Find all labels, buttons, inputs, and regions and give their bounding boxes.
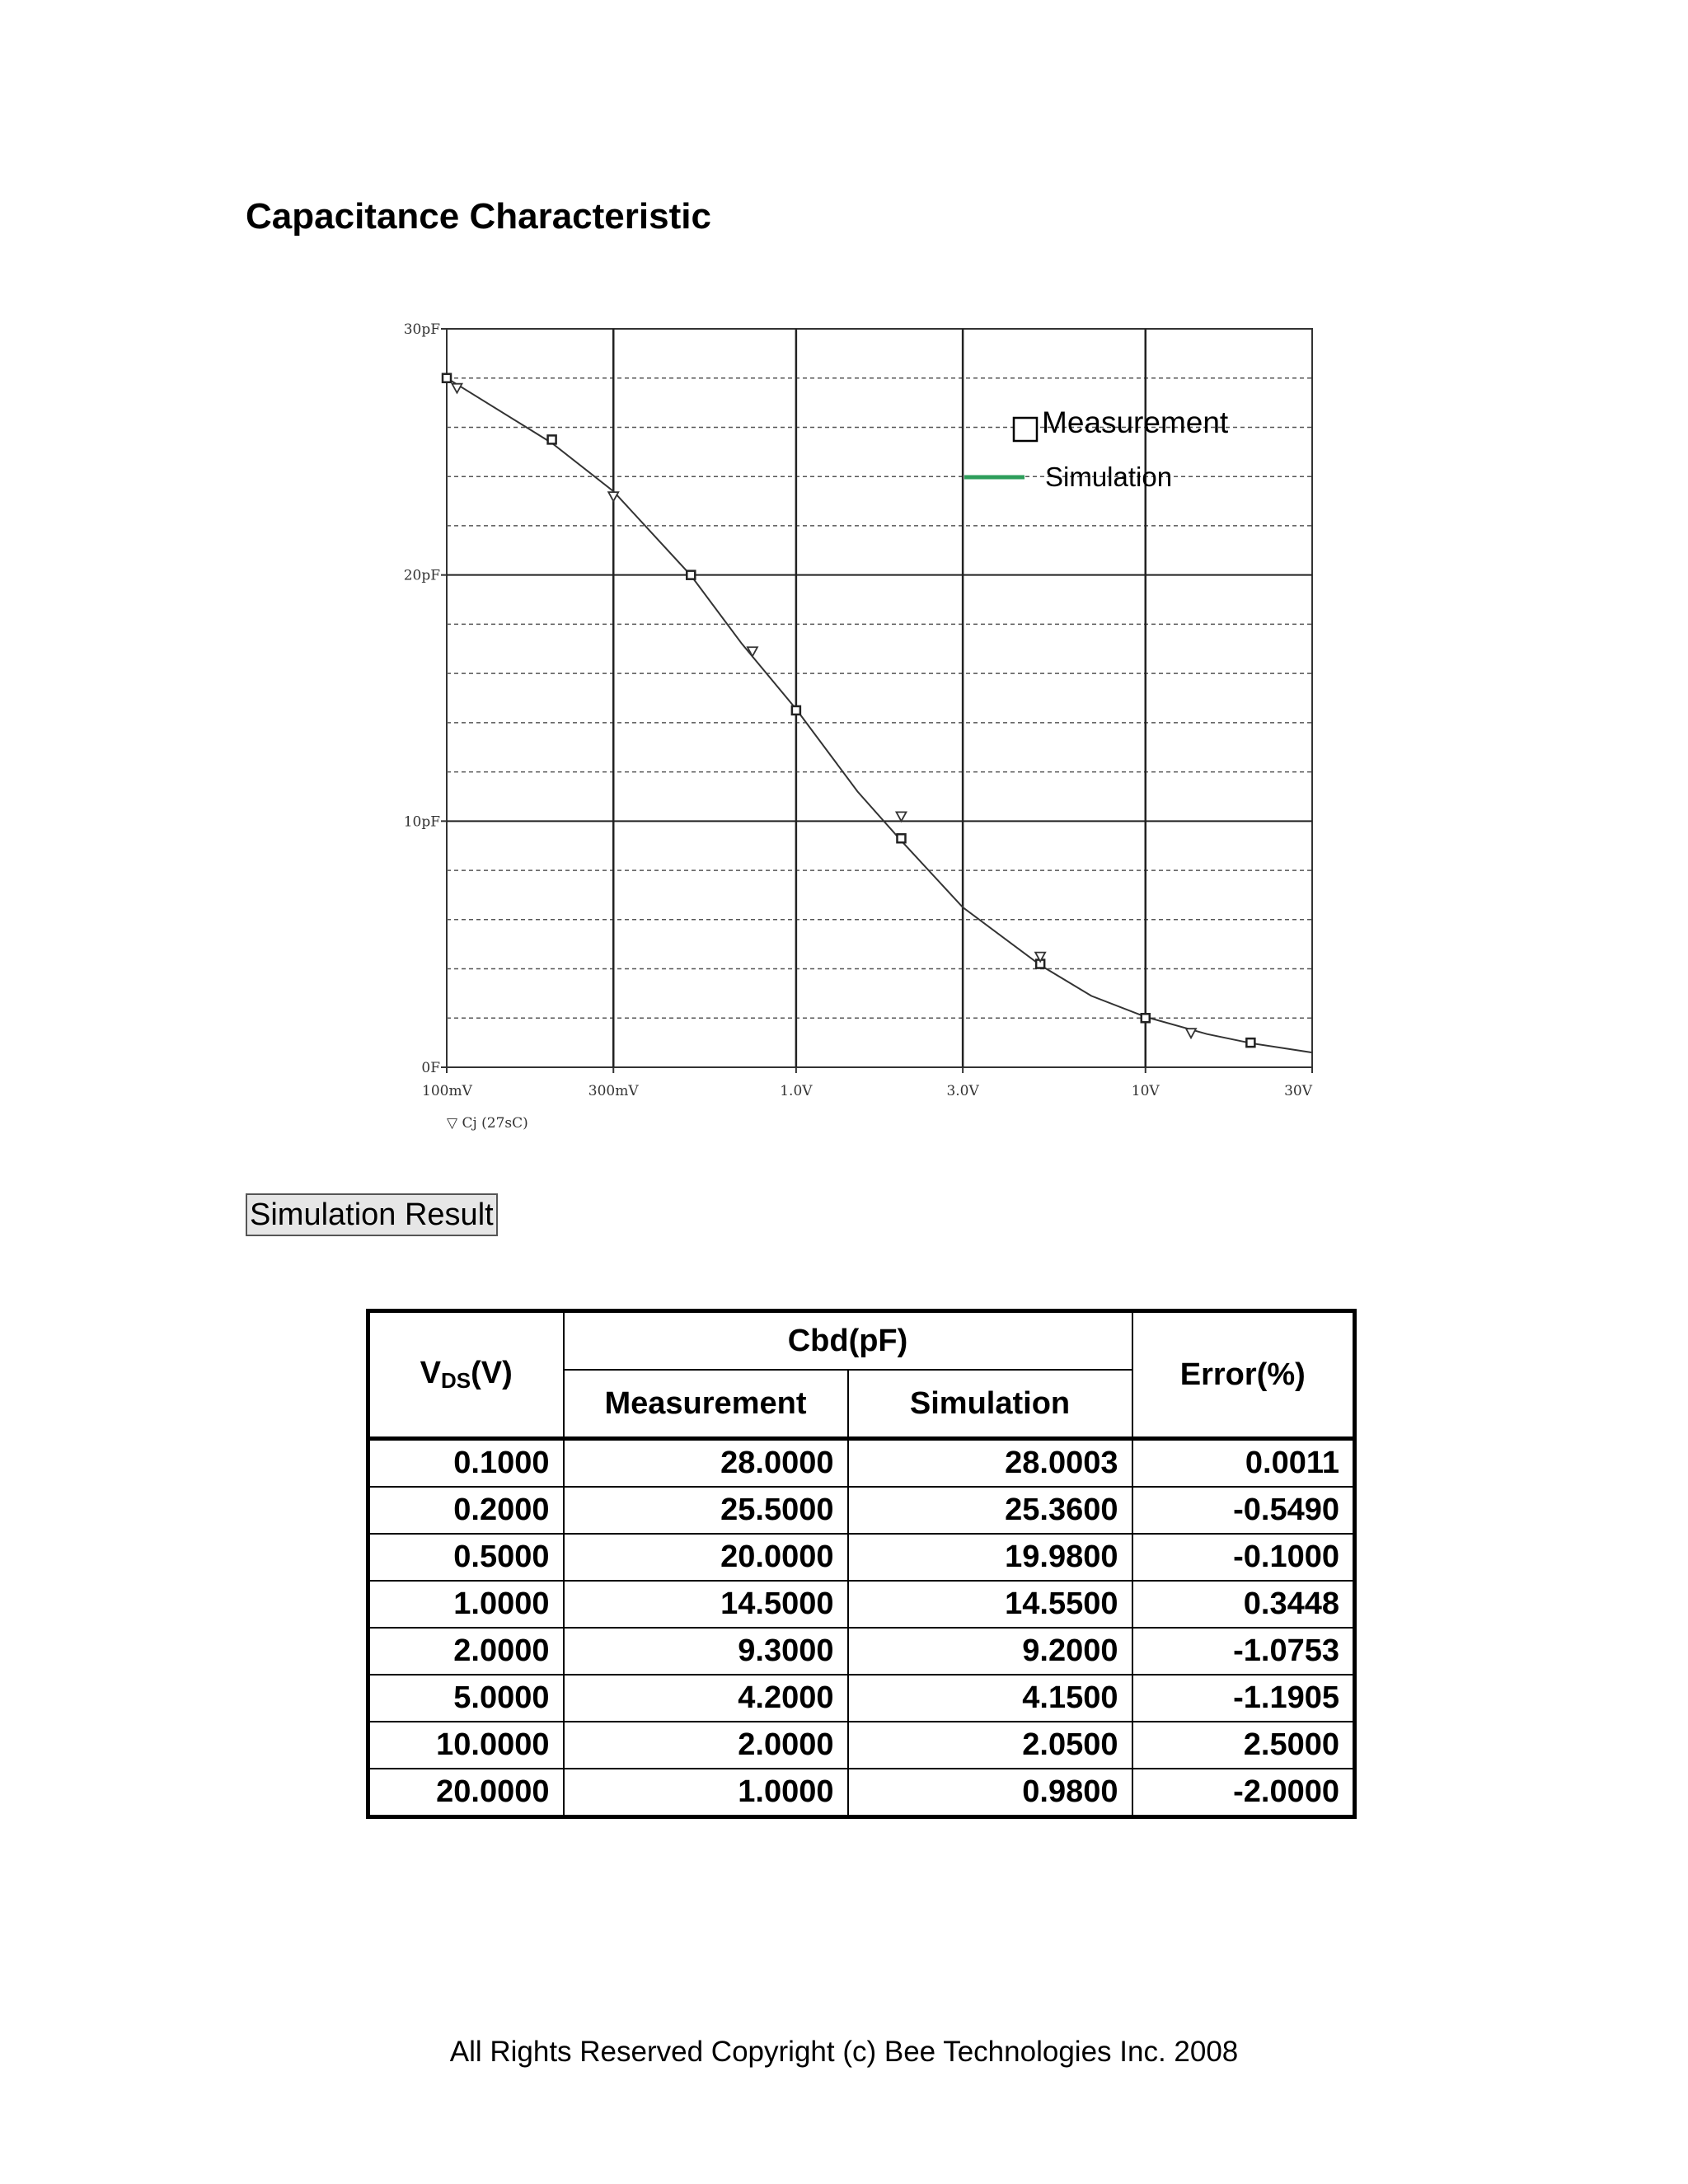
- simulation-cell: 0.9800: [848, 1769, 1132, 1817]
- vds-cell: 5.0000: [368, 1675, 564, 1722]
- measurement-header: Measurement: [564, 1370, 848, 1439]
- y-tick-label: 30pF: [403, 321, 440, 338]
- table-row: [368, 1628, 1355, 1675]
- measurement-point: [897, 834, 905, 842]
- error-cell: 0.3448: [1132, 1581, 1355, 1628]
- simulation-cell: 19.9800: [848, 1534, 1132, 1581]
- x-tick-label: 1.0V: [780, 1083, 813, 1099]
- error-cell: -0.5490: [1132, 1487, 1355, 1534]
- simulation-cell: 2.0500: [848, 1722, 1132, 1769]
- vds-cell: 20.0000: [368, 1769, 564, 1817]
- measurement-cell: 14.5000: [564, 1581, 848, 1628]
- simulation-cell: 9.2000: [848, 1628, 1132, 1675]
- table-row: [368, 1769, 1355, 1817]
- vds-cell: 0.5000: [368, 1534, 564, 1581]
- y-tick-labels: [404, 321, 447, 1076]
- plot-frame: [447, 329, 1312, 1067]
- x-tick-label: 300mV: [588, 1083, 639, 1099]
- error-cell: -1.1905: [1132, 1675, 1355, 1722]
- y-tick-label: 0F: [421, 1060, 440, 1076]
- x-tick-label: 10V: [1131, 1083, 1160, 1099]
- vds-cell: 0.2000: [368, 1487, 564, 1534]
- table-row: [368, 1439, 1355, 1488]
- error-header: Error(%): [1132, 1311, 1355, 1439]
- x-axis-caption: ▽ Cj (27sC): [447, 1115, 528, 1132]
- x-tick-label: 30V: [1284, 1083, 1312, 1099]
- plot-area: [447, 329, 1312, 1067]
- simulation-cell: 4.1500: [848, 1675, 1132, 1722]
- capacitance-chart: [379, 317, 1335, 1141]
- vds-cell: 2.0000: [368, 1628, 564, 1675]
- measurement-point: [443, 374, 451, 382]
- simulation-cell: 14.5500: [848, 1581, 1132, 1628]
- measurement-cell: 9.3000: [564, 1628, 848, 1675]
- measurement-point: [792, 706, 800, 715]
- error-cell: -1.0753: [1132, 1628, 1355, 1675]
- table-row: [368, 1534, 1355, 1581]
- table-body: [368, 1439, 1355, 1817]
- measurement-cell: 2.0000: [564, 1722, 848, 1769]
- error-cell: 2.5000: [1132, 1722, 1355, 1769]
- x-tick-labels: [422, 1067, 1313, 1099]
- vds-header: VDS(V): [368, 1311, 564, 1439]
- measurement-cell: 25.5000: [564, 1487, 848, 1534]
- measurement-point: [1142, 1014, 1150, 1022]
- table-row: [368, 1581, 1355, 1628]
- table-row: [368, 1722, 1355, 1769]
- measurement-cell: 28.0000: [564, 1439, 848, 1488]
- measurement-cell: 1.0000: [564, 1769, 848, 1817]
- vds-cell: 10.0000: [368, 1722, 564, 1769]
- x-tick-label: 3.0V: [946, 1083, 979, 1099]
- table-row: [368, 1675, 1355, 1722]
- vds-cell: 0.1000: [368, 1439, 564, 1488]
- simulation-legend-label: Simulation: [1045, 462, 1173, 492]
- measurement-legend-marker: [1014, 418, 1037, 441]
- error-cell: -2.0000: [1132, 1769, 1355, 1817]
- measurement-point: [548, 435, 556, 443]
- y-tick-label: 10pF: [403, 813, 440, 831]
- measurement-cell: 20.0000: [564, 1534, 848, 1581]
- measurement-point: [1246, 1038, 1254, 1047]
- measurement-legend-label: Measurement: [1042, 405, 1229, 439]
- results-table: [366, 1309, 1357, 1819]
- cbd-group-header: Cbd(pF): [564, 1311, 1132, 1371]
- y-tick-label: 20pF: [403, 567, 440, 584]
- error-cell: 0.0011: [1132, 1439, 1355, 1488]
- error-cell: -0.1000: [1132, 1534, 1355, 1581]
- table-row: [368, 1487, 1355, 1534]
- measurement-cell: 4.2000: [564, 1675, 848, 1722]
- measurement-point: [687, 571, 695, 579]
- simulation-cell: 28.0003: [848, 1439, 1132, 1488]
- section-label: Simulation Result: [246, 1193, 498, 1236]
- copyright-footer: All Rights Reserved Copyright (c) Bee Technologies Inc. 2008: [449, 2036, 1239, 2068]
- x-tick-label: 100mV: [422, 1083, 472, 1099]
- simulation-cell: 25.3600: [848, 1487, 1132, 1534]
- page-title: Capacitance Characteristic: [246, 196, 711, 237]
- simulation-header: Simulation: [848, 1370, 1132, 1439]
- vds-cell: 1.0000: [368, 1581, 564, 1628]
